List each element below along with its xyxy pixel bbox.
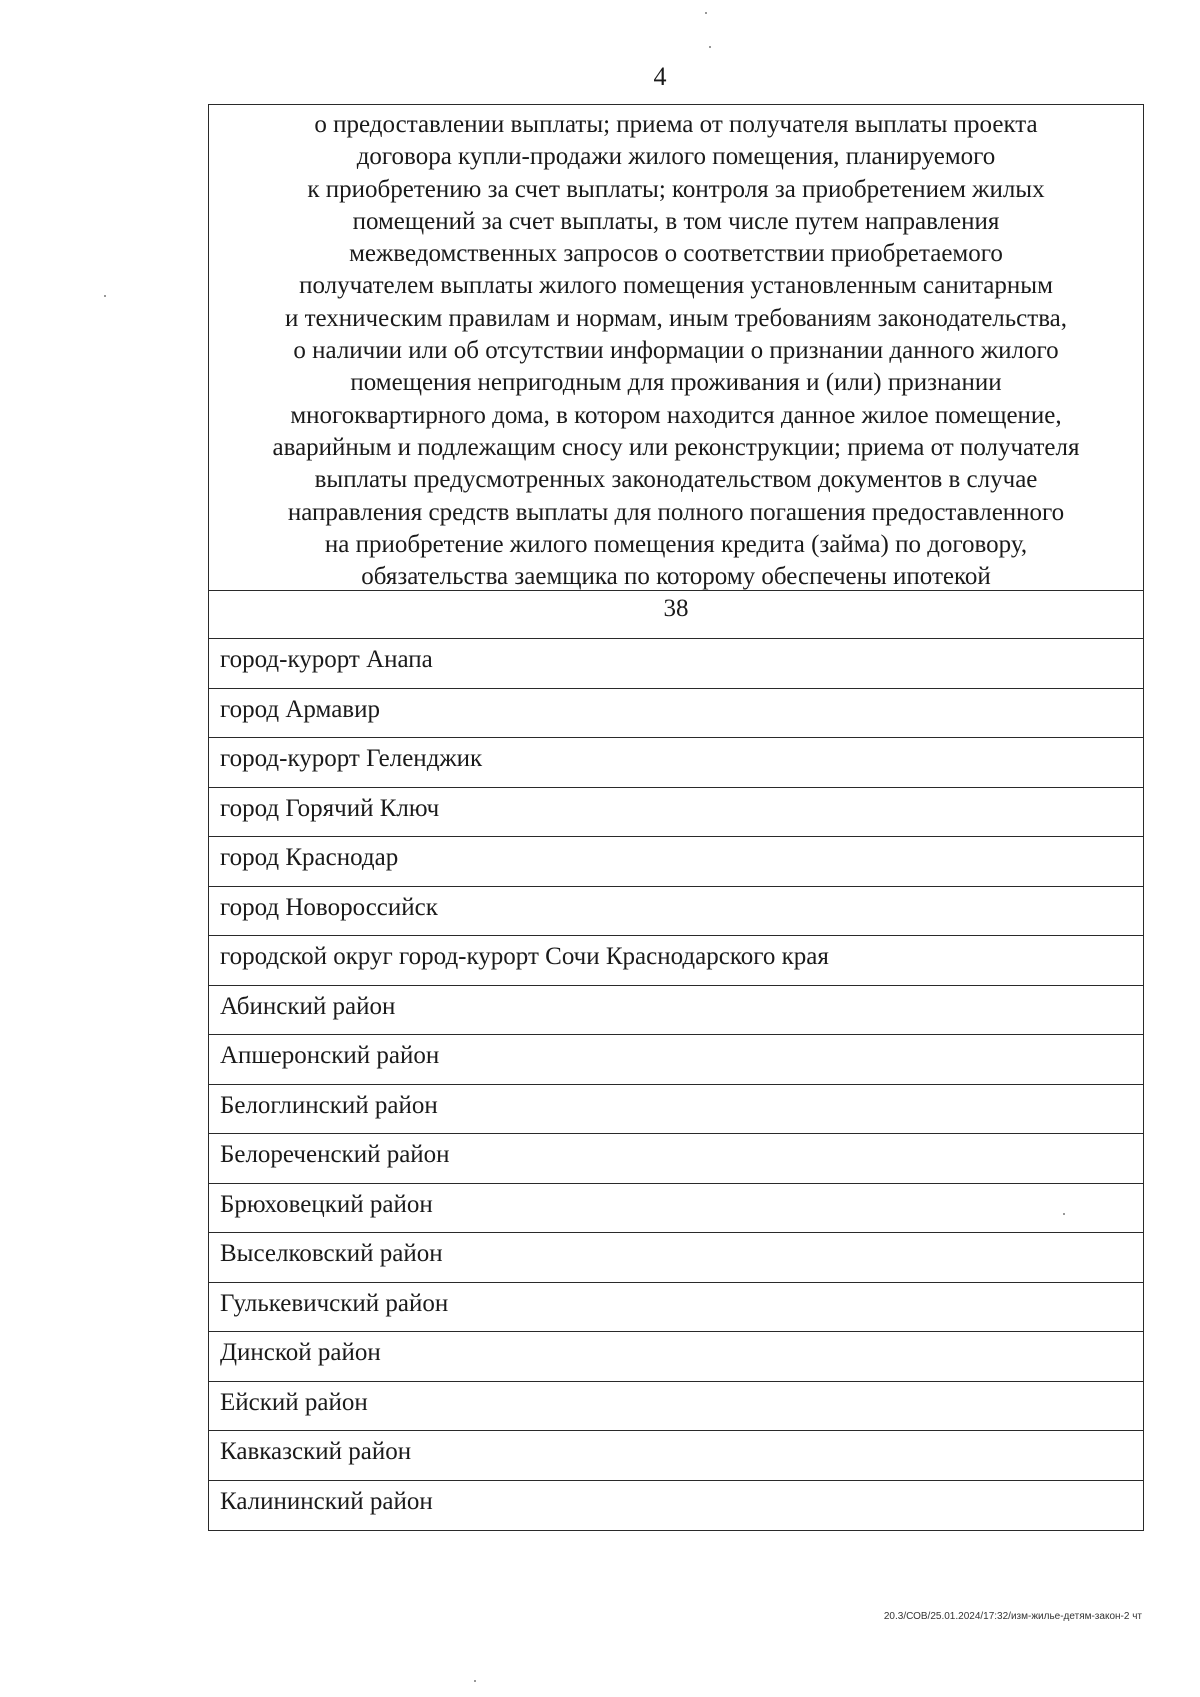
scan-speck (104, 295, 106, 297)
description-line: о наличии или об отсутствии информации о признании данного жилого (293, 337, 1059, 365)
table-row: город Горячий Ключ (209, 788, 1143, 838)
table-row: Брюховецкий район (209, 1184, 1143, 1234)
table-row: Гулькевичский район (209, 1283, 1143, 1333)
table-row: Кавказский район (209, 1431, 1143, 1481)
description-line: обязательства заемщика по которому обеспечены ипотекой (361, 563, 991, 591)
description-line: на приобретение жилого помещения кредита (займа) по договору, (324, 530, 1028, 558)
page-number: 4 (653, 62, 667, 91)
description-line: межведомственных запросов о соответствии приобретаемого (349, 240, 1003, 268)
table-row: город Краснодар (209, 837, 1143, 887)
description-line: направления средств выплаты для полного погашения предоставленного (287, 498, 1065, 526)
description-line: к приобретению за счет выплаты; контроля за приобретением жилых (307, 175, 1045, 203)
table-row: город-курорт Анапа (209, 639, 1143, 689)
description-line: договора купли-продажи жилого помещения, планируемого (356, 143, 996, 171)
description-line: помещений за счет выплаты, в том числе путем направления (352, 207, 1000, 235)
table-row: город Армавир (209, 689, 1143, 739)
table-row: Белореченский район (209, 1134, 1143, 1184)
table-row: город-курорт Геленджик (209, 738, 1143, 788)
table-row: Белоглинский район (209, 1085, 1143, 1135)
description-cell (209, 105, 1143, 591)
scan-speck (705, 12, 707, 14)
scan-speck (474, 1680, 476, 1682)
description-line: получателем выплаты жилого помещения установленным санитарным (299, 272, 1053, 300)
table-row: Динской район (209, 1332, 1143, 1382)
count-cell: 38 (209, 591, 1143, 639)
scan-speck (709, 46, 711, 48)
scan-speck (1063, 1213, 1065, 1215)
description-line: о предоставлении выплаты; приема от получателя выплаты проекта (314, 111, 1038, 138)
description-line: и техническим правилам и нормам, иным требованиям законодательства, (284, 304, 1068, 332)
document-stamp: 20.3/СОВ/25.01.2024/17:32/изм-жилье-детям-закон-2 чт (883, 1611, 1142, 1622)
table-row: Абинский район (209, 986, 1143, 1036)
description-line: аварийным и подлежащим сносу или реконструкции; приема от получателя (272, 433, 1080, 461)
table-row: Выселковский район (209, 1233, 1143, 1283)
table-row: Ейский район (209, 1382, 1143, 1432)
table-row: город Новороссийск (209, 887, 1143, 937)
table-row: Апшеронский район (209, 1035, 1143, 1085)
table-row: Калининский район (220, 1487, 433, 1515)
description-line: выплаты предусмотренных законодательством документов в случае (314, 466, 1038, 494)
municipality-table (208, 104, 1144, 1531)
table-row: городской округ город-курорт Сочи Краснодарского края (209, 936, 1143, 986)
description-line: многоквартирного дома, в котором находится данное жилое помещение, (290, 401, 1062, 429)
description-line: помещения непригодным для проживания и (или) признании (350, 369, 1002, 397)
